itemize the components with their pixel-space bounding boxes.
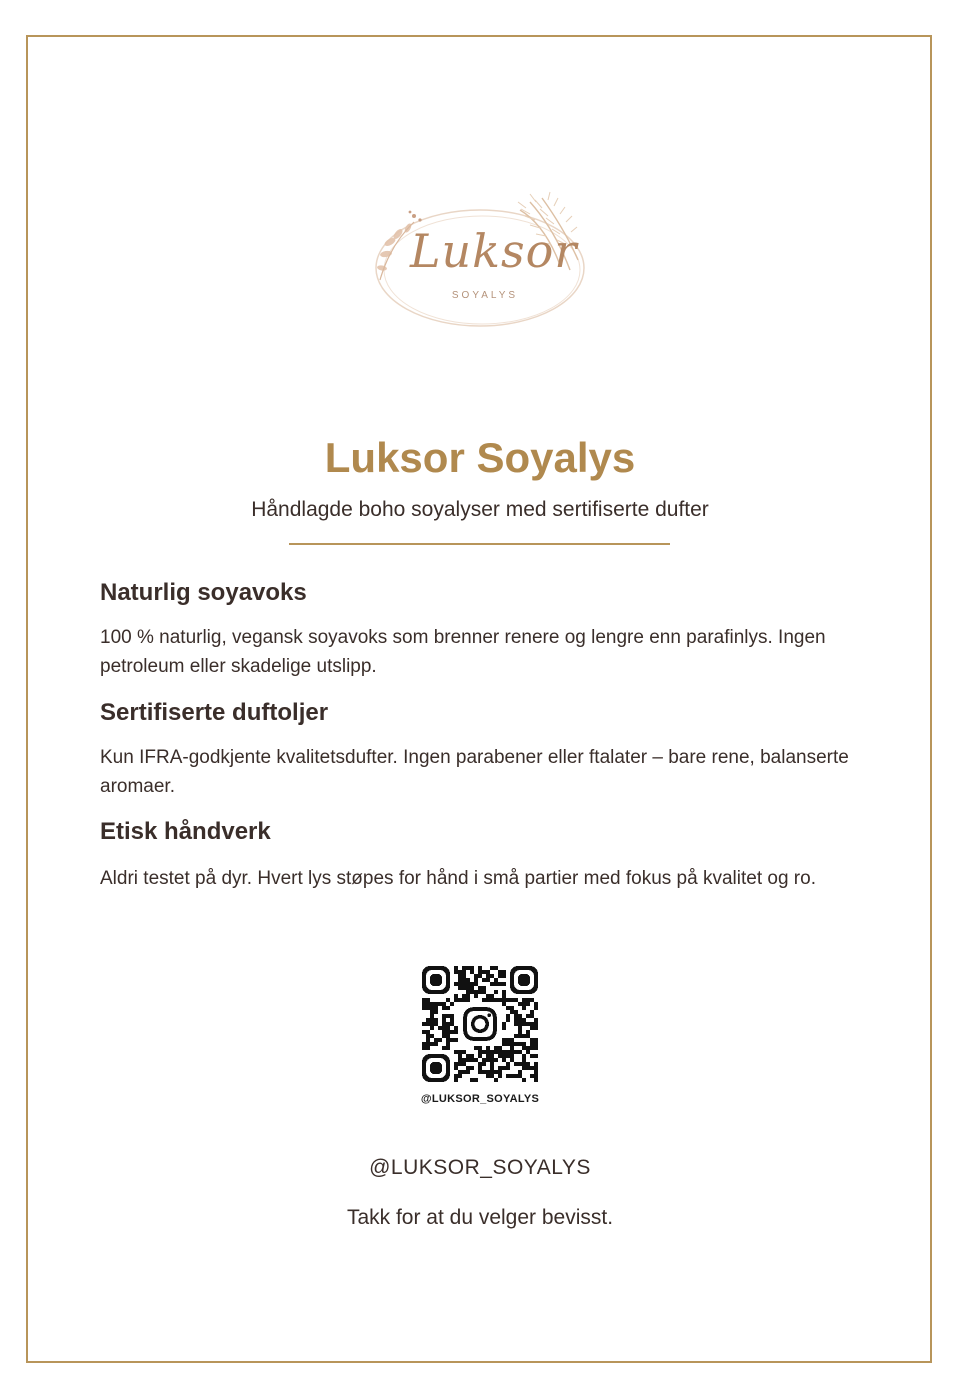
section-body-ethics: Aldri testet på dyr. Hvert lys støpes for hånd i små partier med fokus på kvalitet og ro.	[100, 868, 816, 889]
qr-code-graphic	[422, 966, 538, 1082]
section-heading-soy-wax: Naturlig soyavoks	[100, 579, 307, 606]
page-title: Luksor Soyalys	[324, 434, 636, 481]
brand-logo	[370, 190, 592, 330]
logo-script-text: Luksor	[410, 224, 578, 278]
section-heading-ethics: Etisk håndverk	[100, 818, 271, 845]
section-heading-fragrance: Sertifiserte duftoljer	[100, 699, 329, 726]
thank-you-message: Takk for at du velger bevisst.	[346, 1206, 614, 1229]
page-subtitle: Håndlagde boho soyalyser med sertifiserte dufter	[251, 498, 709, 521]
section-body-fragrance: Kun IFRA-godkjente kvalitetsdufter. Ingen parabener eller ftalater – bare rene, balanserte aromaer.	[100, 747, 849, 797]
section-body-soy-wax: 100 % naturlig, vegansk soyavoks som brenner renere og lengre enn parafinlys. Ingen petroleum eller skadelige utslipp.	[100, 627, 826, 677]
logo-sub-text: SOYALYS	[451, 290, 519, 301]
instagram-handle: @LUKSOR_SOYALYS	[369, 1156, 591, 1179]
title-divider	[289, 543, 670, 545]
qr-caption: @LUKSOR_SOYALYS	[420, 1093, 540, 1105]
instagram-icon	[462, 1006, 498, 1042]
instagram-qr-code[interactable]	[422, 966, 538, 1082]
